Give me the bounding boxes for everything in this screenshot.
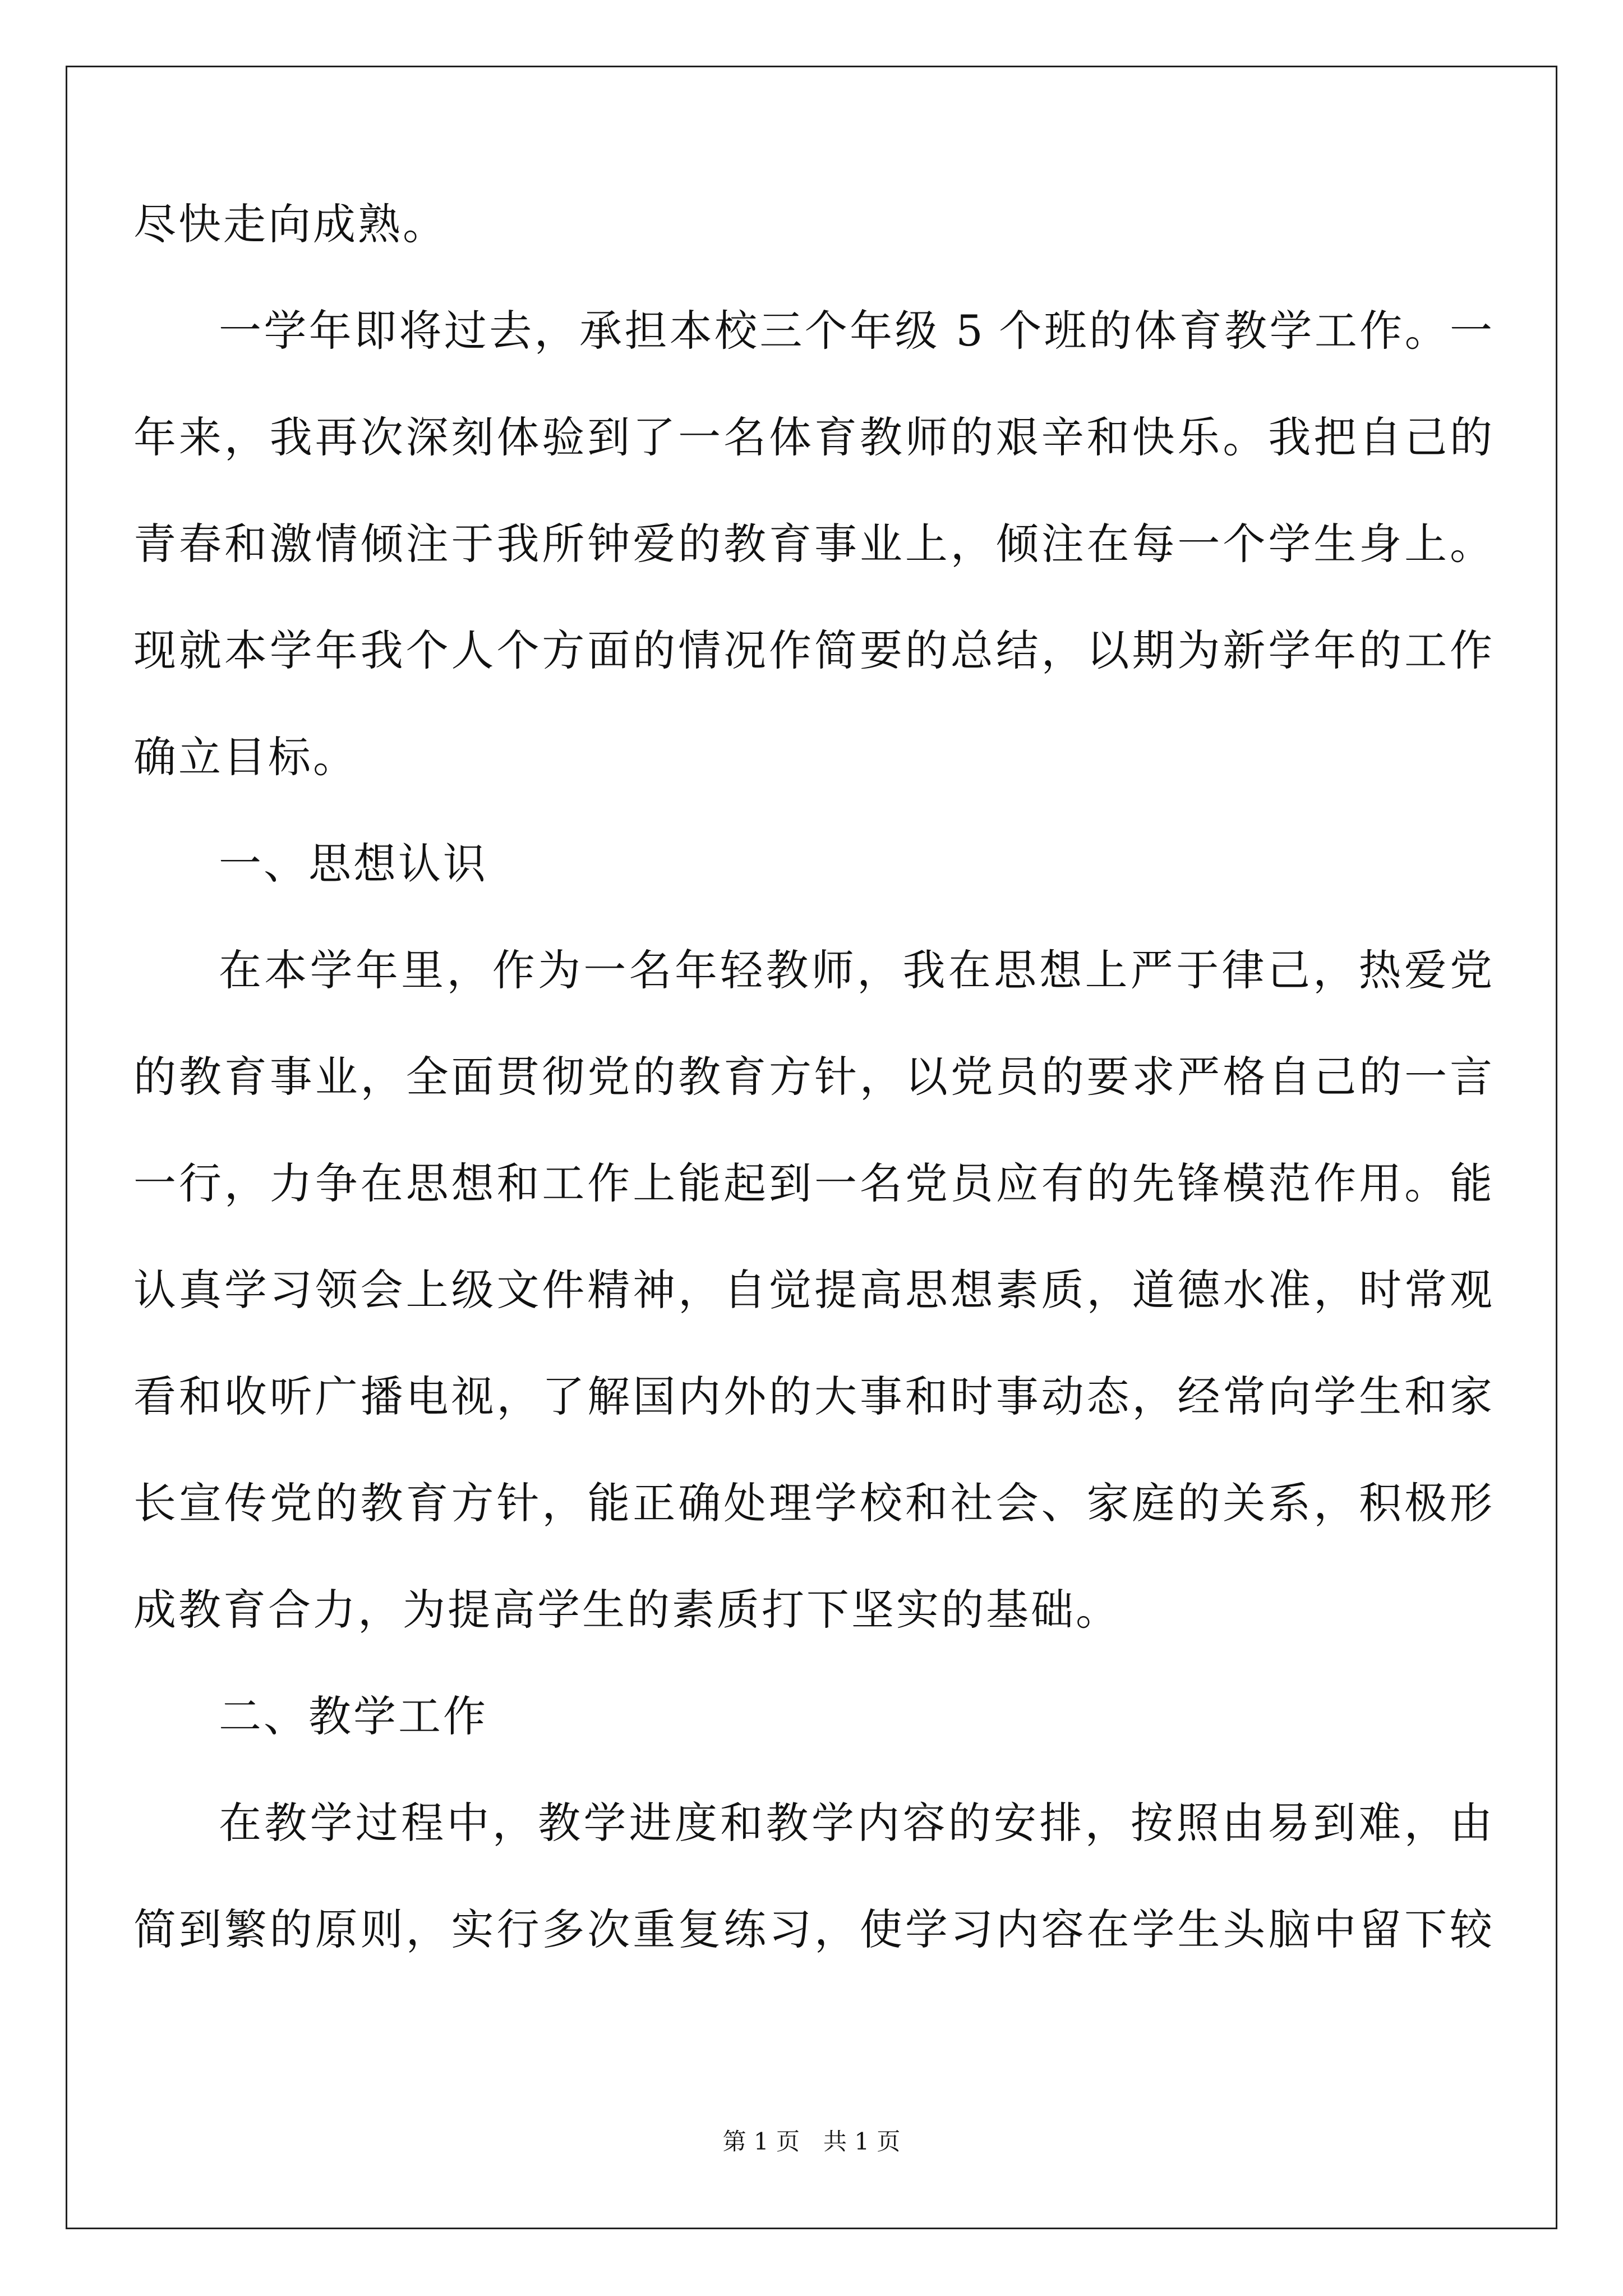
text-line-8: 在本学年里，作为一名年轻教师，我在思想上严于律己，热爱党 [219,945,1492,995]
page-footer: 第 1 页 共 1 页 [722,2128,901,2155]
text-line-14: 成教育合力，为提高学生的素质打下坚实的基础。 [133,1585,1121,1635]
section-heading-2: 二、教学工作 [219,1691,488,1741]
text-line-5: 现就本学年我个人个方面的情况作简要的总结，以期为新学年的工作 [133,625,1492,675]
text-line-11: 认真学习领会上级文件精神，自觉提高思想素质，道德水准，时常观 [133,1265,1492,1315]
text-line-17: 简到繁的原则，实行多次重复练习，使学习内容在学生头脑中留下较 [133,1904,1492,1954]
text-line-4: 青春和激情倾注于我所钟爱的教育事业上，倾注在每一个学生身上。 [133,519,1492,569]
text-line-16: 在教学过程中，教学进度和教学内容的安排，按照由易到难，由 [219,1798,1492,1848]
text-line-12: 看和收听广播电视，了解国内外的大事和时事动态，经常向学生和家 [133,1372,1492,1421]
text-line-10: 一行，力争在思想和工作上能起到一名党员应有的先锋模范作用。能 [133,1158,1492,1208]
text-line-13: 长宣传党的教育方针，能正确处理学校和社会、家庭的关系，积极形 [133,1478,1492,1528]
text-line-3: 年来，我再次深刻体验到了一名体育教师的艰辛和快乐。我把自己的 [133,412,1492,462]
text-line-2: 一学年即将过去，承担本校三个年级 5 个班的体育教学工作。一 [219,306,1492,356]
text-line-6: 确立目标。 [133,732,358,782]
text-line-1: 尽快走向成熟。 [133,199,448,249]
text-line-9: 的教育事业，全面贯彻党的教育方针，以党员的要求严格自己的一言 [133,1052,1492,1102]
section-heading-1: 一、思想认识 [219,839,488,889]
